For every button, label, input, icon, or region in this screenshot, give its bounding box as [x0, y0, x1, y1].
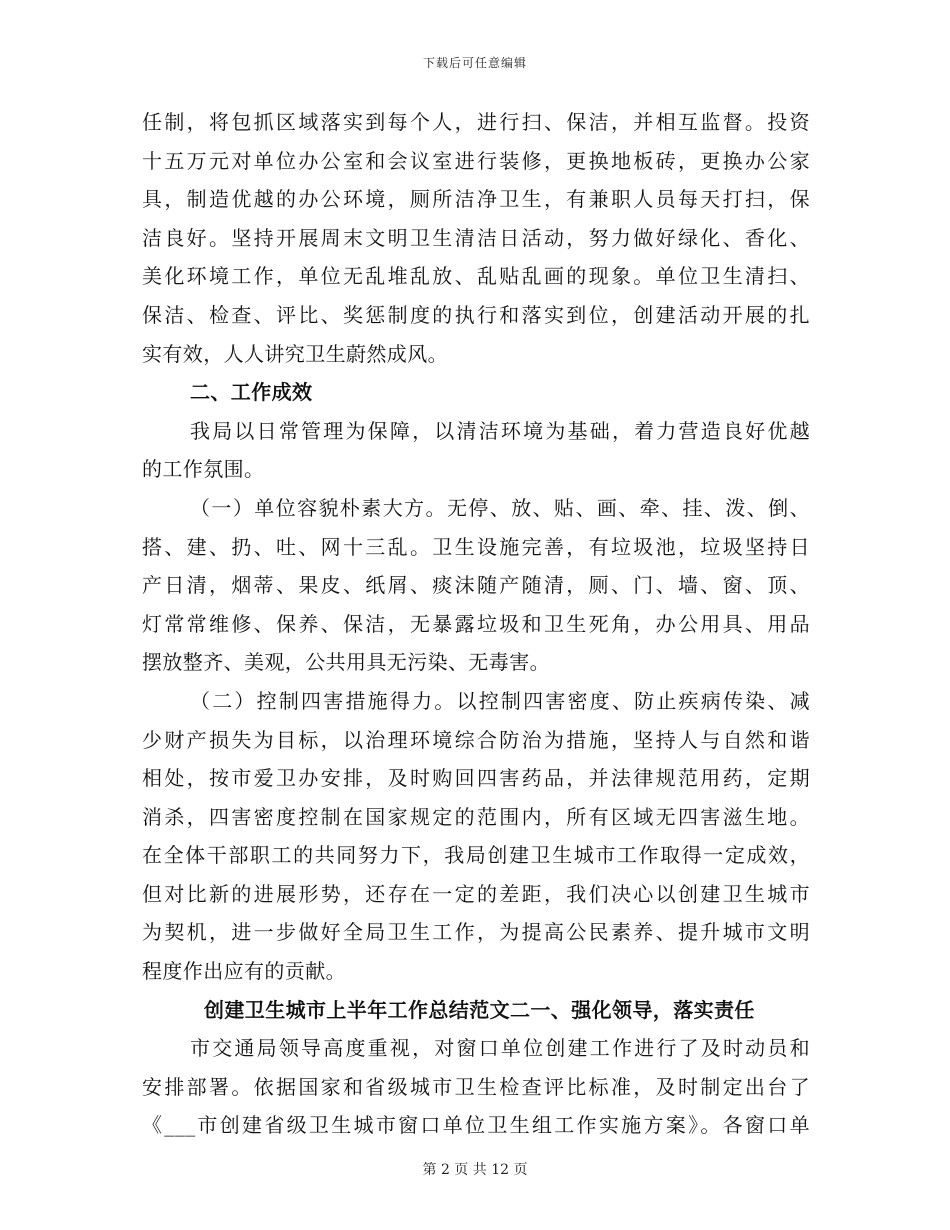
body-line: 灯常常维修、保养、保洁，无暴露垃圾和卫生死角，办公用具、用品: [142, 611, 810, 636]
body-line: 实有效，人人讲究卫生蔚然成风。: [142, 341, 448, 366]
body-line: 产日清，烟蒂、果皮、纸屑、痰沫随产随清，厕、门、墙、窗、顶、: [142, 573, 810, 598]
page-header-note: 下载后可任意编辑: [422, 56, 527, 70]
body-line: 的工作氛围。: [142, 457, 265, 482]
body-line: 美化环境工作，单位无乱堆乱放、乱贴乱画的现象。单位卫生清扫、: [142, 264, 810, 289]
body-line: 为契机，进一步做好全局卫生工作，为提高公民素养、提升城市文明: [142, 920, 810, 945]
body-line: 《___市创建省级卫生城市窗口单位卫生组工作实施方案》。各窗口单: [142, 1113, 810, 1138]
body-line: 搭、建、扔、吐、网十三乱。卫生设施完善，有垃圾池，垃圾坚持日: [142, 534, 810, 559]
body-line: 程度作出应有的贡献。: [142, 959, 346, 984]
body-line: （二）控制四害措施得力。以控制四害密度、防止疾病传染、减: [190, 688, 810, 713]
body-line: （一）单位容貌朴素大方。无停、放、贴、画、牵、挂、泼、倒、: [190, 495, 810, 520]
body-line: 具，制造优越的办公环境，厕所洁净卫生，有兼职人员每天打扫，保: [142, 187, 810, 212]
body-line: 洁良好。坚持开展周末文明卫生清洁日活动，努力做好绿化、香化、: [142, 225, 810, 250]
body-line: 在全体干部职工的共同努力下，我局创建卫生城市工作取得一定成效，: [142, 843, 810, 868]
body-line: 保洁、检查、评比、奖惩制度的执行和落实到位，创建活动开展的扎: [142, 302, 810, 327]
section-heading: 二、工作成效: [190, 380, 313, 405]
page-number: 第 2 页 共 12 页: [422, 1162, 528, 1178]
body-line: 安排部署。依据国家和省级城市卫生检查评比标准，及时制定出台了: [142, 1074, 810, 1099]
article-title: 创建卫生城市上半年工作总结范文二一、强化领导，落实责任: [204, 997, 755, 1022]
body-line: 任制，将包抓区域落实到每个人，进行扫、保洁，并相互监督。投资: [142, 110, 810, 134]
document-body: [142, 103, 810, 1145]
body-line: 市交通局领导高度重视，对窗口单位创建工作进行了及时动员和: [190, 1036, 810, 1061]
body-line: 相处，按市爱卫办安排，及时购回四害药品，并法律规范用药，定期: [142, 766, 810, 791]
body-line: 摆放整齐、美观，公共用具无污染、无毒害。: [142, 650, 550, 675]
body-line: 我局以日常管理为保障，以清洁环境为基础，着力营造良好优越: [190, 418, 810, 443]
body-line: 少财产损失为目标，以治理环境综合防治为措施，坚持人与自然和谐: [142, 727, 810, 752]
body-line: 但对比新的进展形势，还存在一定的差距，我们决心以创建卫生城市: [142, 881, 810, 906]
body-line: 消杀，四害密度控制在国家规定的范围内，所有区域无四害滋生地。: [142, 804, 810, 829]
body-line: 十五万元对单位办公室和会议室进行装修，更换地板砖，更换办公家: [142, 148, 810, 173]
